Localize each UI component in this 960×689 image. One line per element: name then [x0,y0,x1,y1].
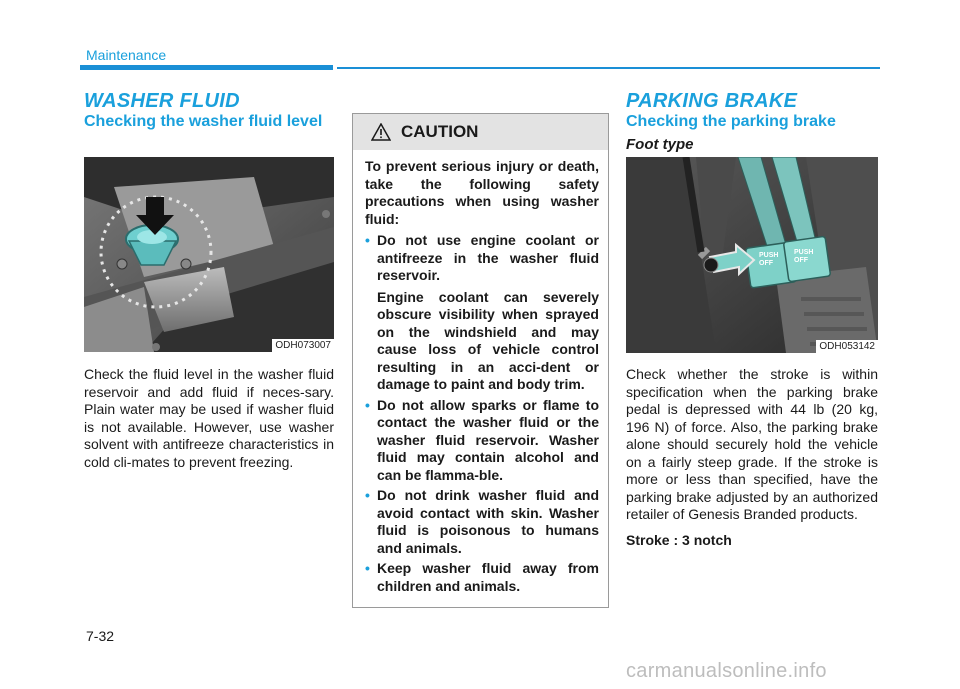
washer-reservoir-illustration [84,157,334,352]
washer-fluid-body: Check the fluid level in the washer fluid reservoir and add fluid if neces-sary. Plain water may be used if washer fluid is not available. However, use washer solvent with antifreeze characteristics in cold cli-mates to prevent freezing. [84,366,334,470]
caution-body [353,150,608,595]
bullet-icon: • [365,560,370,576]
figure-code: ODH053142 [816,340,878,353]
caution-title: CAUTION [401,122,479,141]
washer-fluid-subheading: Checking the washer fluid level [84,113,323,130]
washer-reservoir-figure [84,157,334,352]
caution-intro: To prevent serious injury or death, take the following safety precautions when using washer fluid: [365,158,599,227]
caution-item-extra: Engine coolant can severely obscure visibility when sprayed on the windshield and may cause loss of vehicle control resulting in an acci-dent or damage to paint and body trim. [377,288,599,392]
caution-item-text: Do not drink washer fluid and avoid contact with skin. Washer fluid is poisonous to humans and animals. [377,487,599,556]
header-rule-thin [337,67,880,69]
caution-item-text: Do not use engine coolant or antifreeze in the washer fluid reservoir. [377,232,599,283]
foot-type-subheading: Foot type [626,136,694,153]
warning-triangle-icon [371,123,391,141]
parking-brake-body: Check whether the stroke is within specification when the parking brake pedal is depressed with 44 lb (20 kg, 196 N) of force. Also, the parking brake alone should securely hold the vehicle on a fairly steep grade. If the stroke is more or less than specified, have the parking brake adjusted by an authorized retailer of Genesis Branded products. [626,366,878,522]
bullet-icon: • [365,232,370,248]
pedal-label: PUSH OFF [759,252,779,267]
figure-code: ODH073007 [272,339,334,352]
header-rule-thick [80,65,333,70]
caution-item-text: Do not allow sparks or flame to contact the washer fluid or the washer fluid reservoir. Washer fluid may contain alcohol and can be flamma-ble. [377,396,599,483]
caution-header [353,114,608,150]
parking-brake-heading: PARKING BRAKE [626,90,798,112]
parking-brake-figure [626,157,878,353]
section-label: Maintenance [86,47,167,63]
parking-brake-illustration [626,157,878,353]
caution-item-text: Keep washer fluid away from children and animals. [377,560,599,594]
caution-item [365,560,599,595]
page-number: 7-32 [86,628,115,644]
caution-item [365,232,599,394]
caution-box [352,113,609,608]
bullet-icon: • [365,396,370,413]
pedal-label: PUSH OFF [794,249,814,264]
washer-fluid-heading: WASHER FLUID [84,90,240,112]
caution-item [365,397,599,485]
watermark: carmanualsonline.info [626,660,827,682]
bullet-icon: • [365,487,370,503]
stroke-spec: Stroke : 3 notch [626,532,732,548]
parking-brake-subheading: Checking the parking brake [626,113,836,130]
caution-item [365,487,599,557]
